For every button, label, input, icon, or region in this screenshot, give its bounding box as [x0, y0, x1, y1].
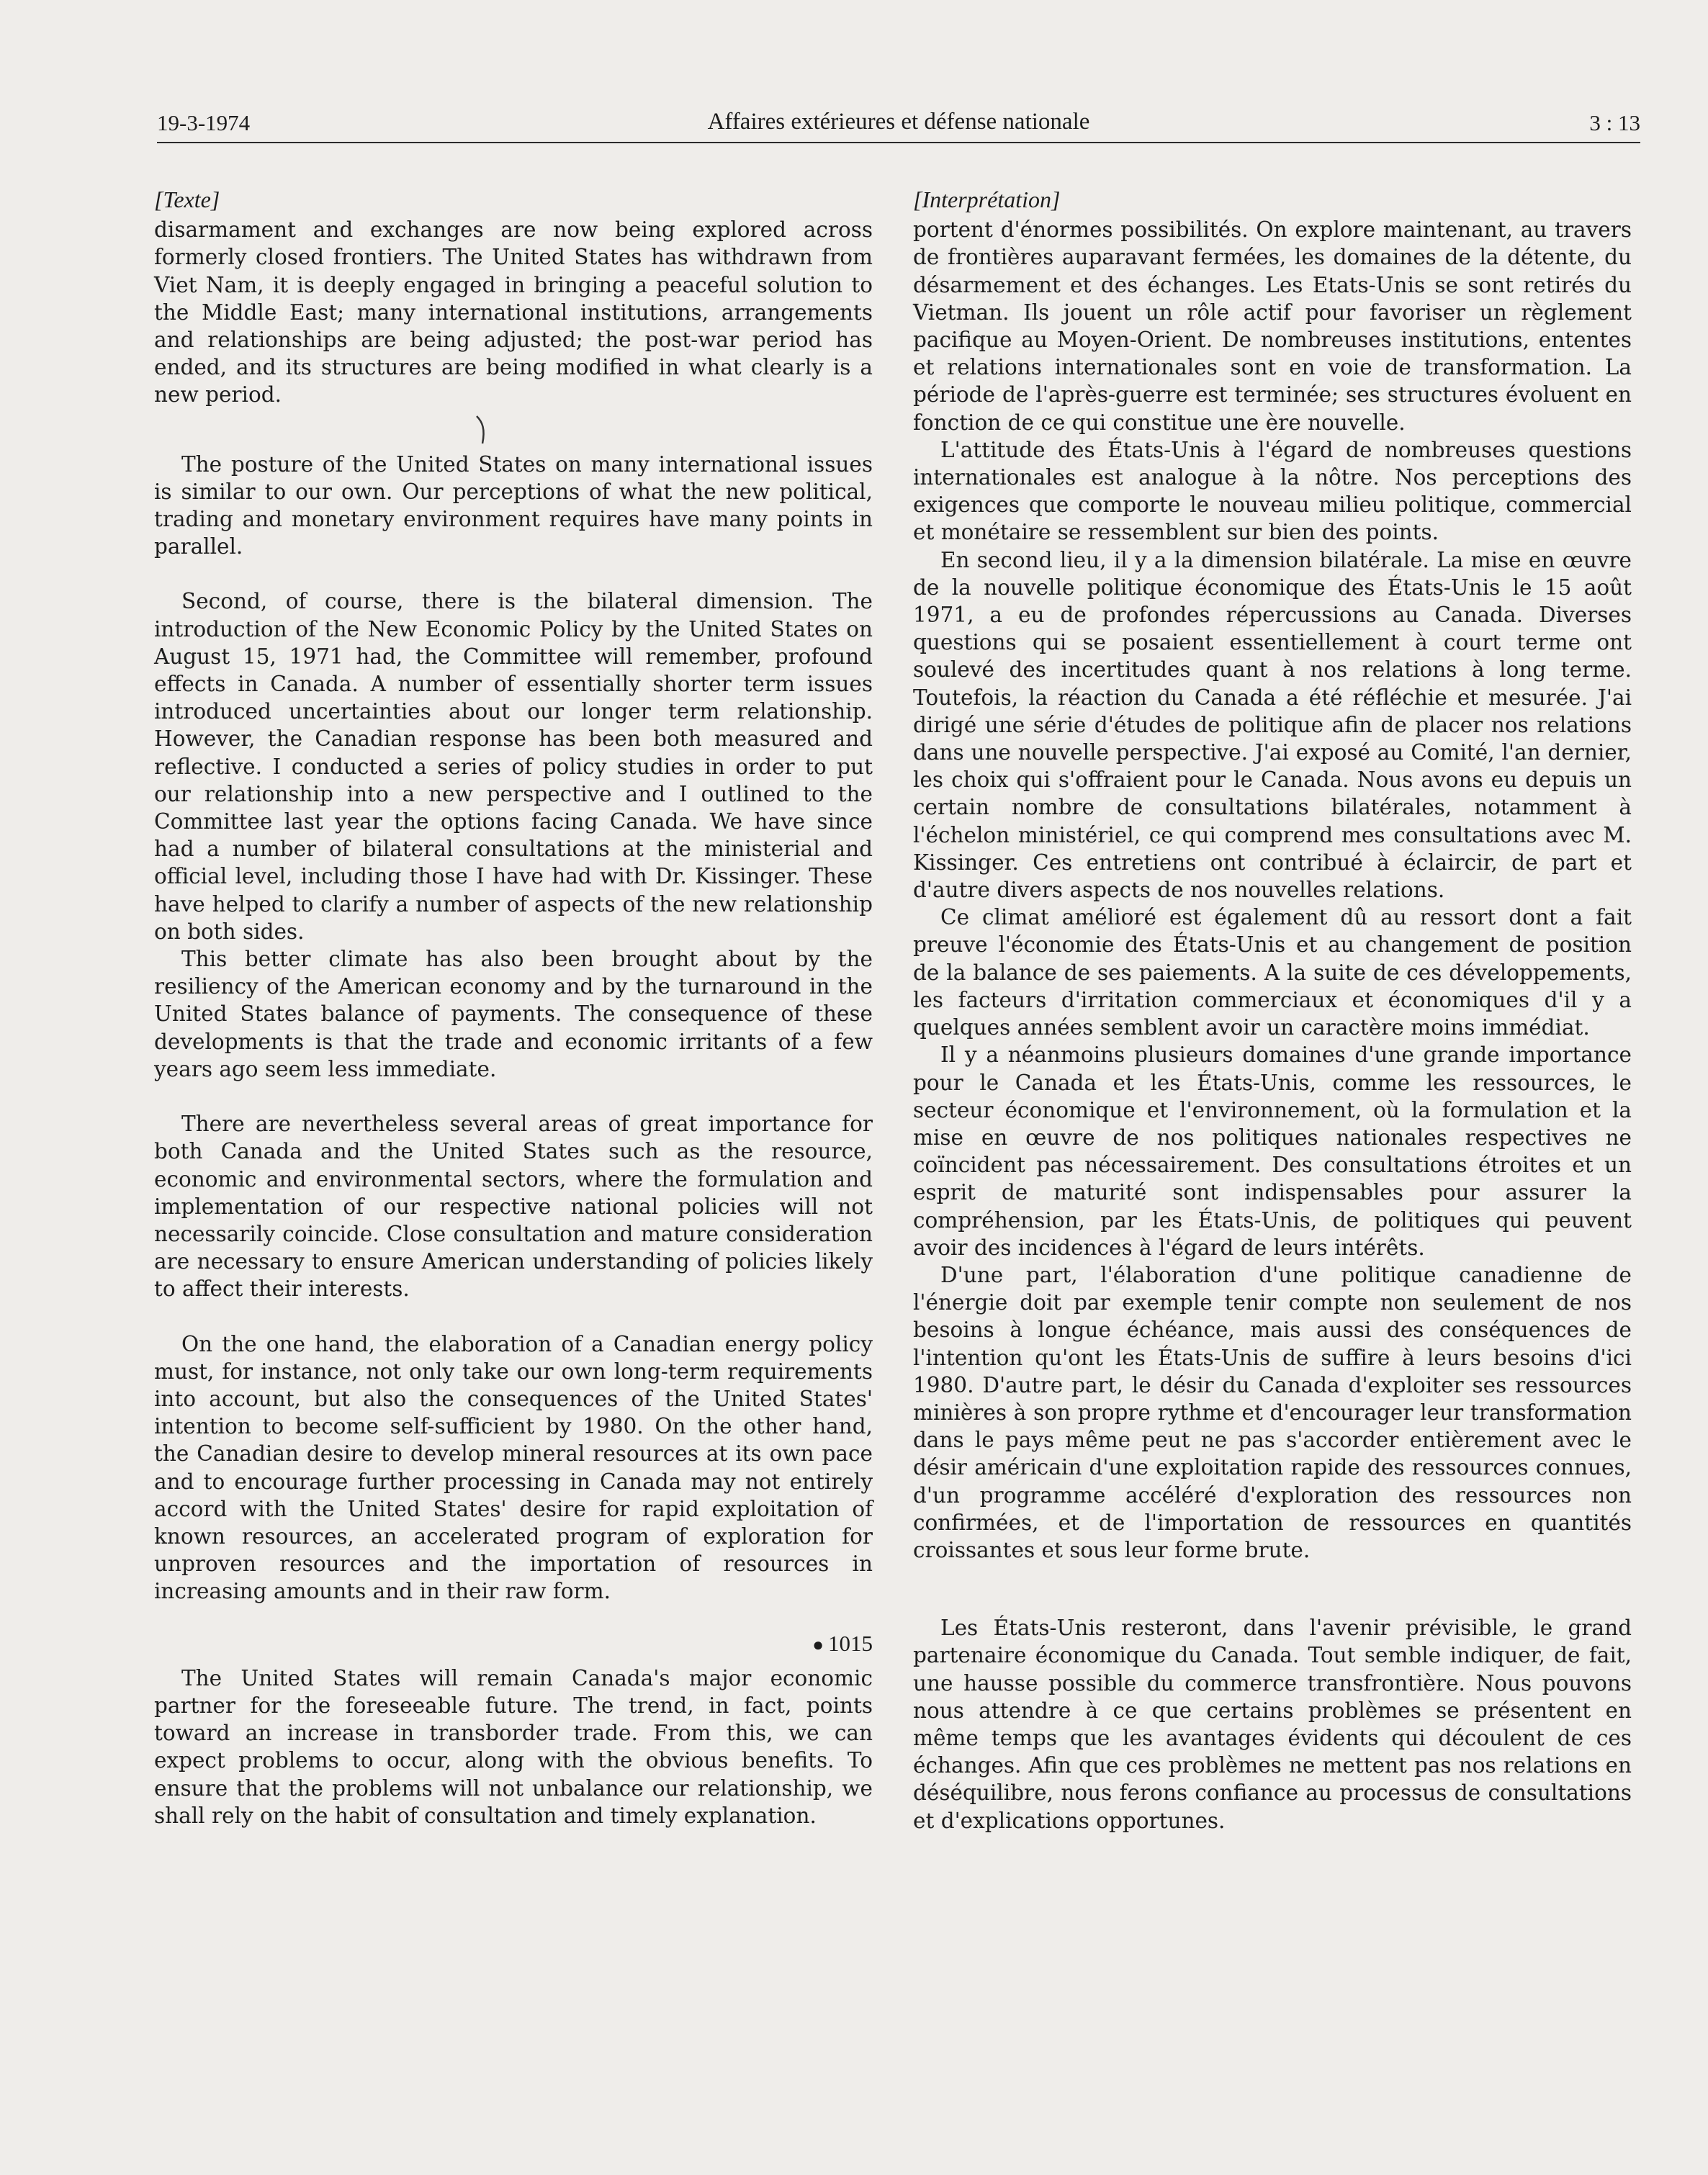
- header-date: 19-3-1974: [157, 110, 251, 135]
- english-column: [154, 186, 873, 1829]
- paragraph: disarmament and exchanges are now being explored across formerly closed frontiers. The United States has withdrawn from Viet Nam, it is deeply engaged in bringing a peaceful solution to the Middle East; many international institutions, arrangements and relationships are being adjusted; the post-war period has ended, and its structures are being modified in what clearly is a new period.: [154, 217, 873, 407]
- paragraph: This better climate has also been brought about by the resiliency of the American economy and by the turnaround in the United States balance of payments. The consequence of these developments is that the trade and economic irritants of a few years ago seem less immediate.: [154, 947, 873, 1081]
- time-marker: [154, 1630, 873, 1659]
- paragraph: There are nevertheless several areas of great importance for both Canada and the United States such as the resource, economic and environmental sectors, where the formulation and implementation of our respective national policies will not necessarily coincide. Close consultation and mature consideration are necessary to ensure American understanding of policies likely to affect their interests.: [154, 1112, 873, 1302]
- paragraph: The posture of the United States on many international issues is similar to our own. Our perceptions of what the new political, trading and monetary environment requires have many points in parallel.: [154, 451, 873, 559]
- paragraph: L'attitude des États-Unis à l'égard de nombreuses questions internationales est analogue à la nôtre. Nos perceptions des exigences que comporte le nouveau milieu politique, commercial et monétaire se ressemblent sur bien des points.: [913, 437, 1632, 545]
- header-page-number: 3 : 13: [1589, 110, 1640, 135]
- paragraph: D'une part, l'élaboration d'une politique canadienne de l'énergie doit par exemple tenir compte non seulement de nos besoins à longue échéance, mais aussi des conséquences de l'intention qu'ont les États-Unis de suffire à leurs besoins d'ici 1980. D'autre part, le désir du Canada d'exploiter ses ressources minières à son propre rythme et d'encourager leur transformation dans le pays même peut ne pas s'accorder entièrement avec le désir américain d'une exploitation rapide des ressources connues, d'un programme accéléré d'exploration des ressources non confirmées, et de l'importation de ressources en quantités croissantes et sous leur forme brute.: [913, 1262, 1632, 1562]
- french-column: [913, 186, 1632, 1834]
- paragraph: The United States will remain Canada's major economic partner for the foreseeable future. The trend, in fact, points toward an increase in transborder trade. From this, we can expect problems to occur, along with the obvious benefits. To ensure that the problems will not unbalance our relationship, we shall rely on the habit of consultation and timely explanation.: [154, 1665, 873, 1828]
- paragraph: En second lieu, il y a la dimension bilatérale. La mise en œuvre de la nouvelle politique économique des États-Unis le 15 août 1971, a eu de profondes répercussions au Canada. Diverses questions qui se posaient essentiellement à court terme ont soulevé des incertitudes quant à nos relations à long terme. Toutefois, la réaction du Canada a été réfléchie et mesurée. J'ai dirigé une série d'études de politique afin de placer nos relations dans une nouvelle perspective. J'ai exposé au Comité, l'an dernier, les choix qui s'offraient pour le Canada. Nous avons eu depuis un certain nombre de consultations bilatérales, notamment à l'échelon ministériel, ce qui comprend mes consultations avec M. Kissinger. Ces entretiens ont contribué à éclaircir, de part et d'autre divers aspects de nos nouvelles relations.: [913, 547, 1632, 903]
- paragraph: On the one hand, the elaboration of a Canadian energy policy must, for instance, not only take our own long-term requirements into account, but also the consequences of the United States' intention to become self-sufficient by 1980. On the other hand, the Canadian desire to develop mineral resources at its own pace and to encourage further processing in Canada may not entirely accord with the United States' desire for rapid exploitation of known resources, an accelerated program of exploration for unproven resources and the importation of resources in increasing amounts and in their raw form.: [154, 1331, 873, 1604]
- column-tag-texte: [Texte]: [154, 186, 220, 212]
- time-marker-value: 1015: [828, 1630, 873, 1656]
- paragraph: portent d'énormes possibilités. On explore maintenant, au travers de frontières auparavant fermées, les domaines de la détente, du désarmement et des échanges. Les Etats-Unis se sont retirés du Vietman. Ils jouent un rôle actif pour favoriser un règlement pacifique au Moyen-Orient. De nombreuses institutions, ententes et relations internationales sont en voie de transformation. La période de l'après-guerre est terminée; ses structures évoluent en fonction de ce qui constitue une ère nouvelle.: [913, 217, 1632, 435]
- running-header: [157, 104, 1640, 143]
- paragraph: Il y a néanmoins plusieurs domaines d'une grande importance pour le Canada et les États-Unis, comme les ressources, le secteur économique et l'environnement, où la formulation et la mise en œuvre de nos politiques nationales respectives ne coïncident pas nécessairement. Des consultations étroites et un esprit de maturité sont indispensables pour assurer la compréhension, par les États-Unis, de politiques qui peuvent avoir des incidences à l'égard de leurs intérêts.: [913, 1043, 1632, 1260]
- column-tag-interpretation: [Interprétation]: [913, 186, 1061, 212]
- paragraph: Second, of course, there is the bilateral dimension. The introduction of the New Economic Policy by the United States on August 15, 1971 had, the Committee will remember, profound effects in Canada. A number of essentially shorter term issues introduced uncertainties about our longer term relationship. However, the Canadian response has been both measured and reflective. I conducted a series of policy studies in order to put our relationship into a new perspective and I outlined to the Committee last year the options facing Canada. We have since had a number of bilateral consultations at the ministerial and official level, including those I have had with Dr. Kissinger. These have helped to clarify a number of aspects of the new relationship on both sides.: [154, 589, 873, 944]
- header-title: Affaires extérieures et défense nationale: [707, 109, 1090, 135]
- paragraph: Ce climat amélioré est également dû au ressort dont a fait preuve l'économie des États-Unis et au changement de position de la balance de ses paiements. A la suite de ces développements, les facteurs d'irritation commerciaux et économiques d'il y a quelques années semblent avoir un caractère moins immédiat.: [913, 905, 1632, 1040]
- handwritten-mark-icon: [471, 412, 500, 448]
- margin-mark: [154, 409, 873, 451]
- paragraph: Les États-Unis resteront, dans l'avenir prévisible, le grand partenaire économique du Canada. Tout semble indiquer, de fait, une hausse possible du commerce transfrontière. Nous pouvons nous attendre à ce que certains problèmes se présentent en même temps que les avantages évidents qui découlent de ces échanges. Afin que ces problèmes ne mettent pas nos relations en déséquilibre, nous ferons confiance au processus de consultations et d'explications opportunes.: [913, 1616, 1632, 1833]
- bullet-icon: ●: [812, 1634, 824, 1655]
